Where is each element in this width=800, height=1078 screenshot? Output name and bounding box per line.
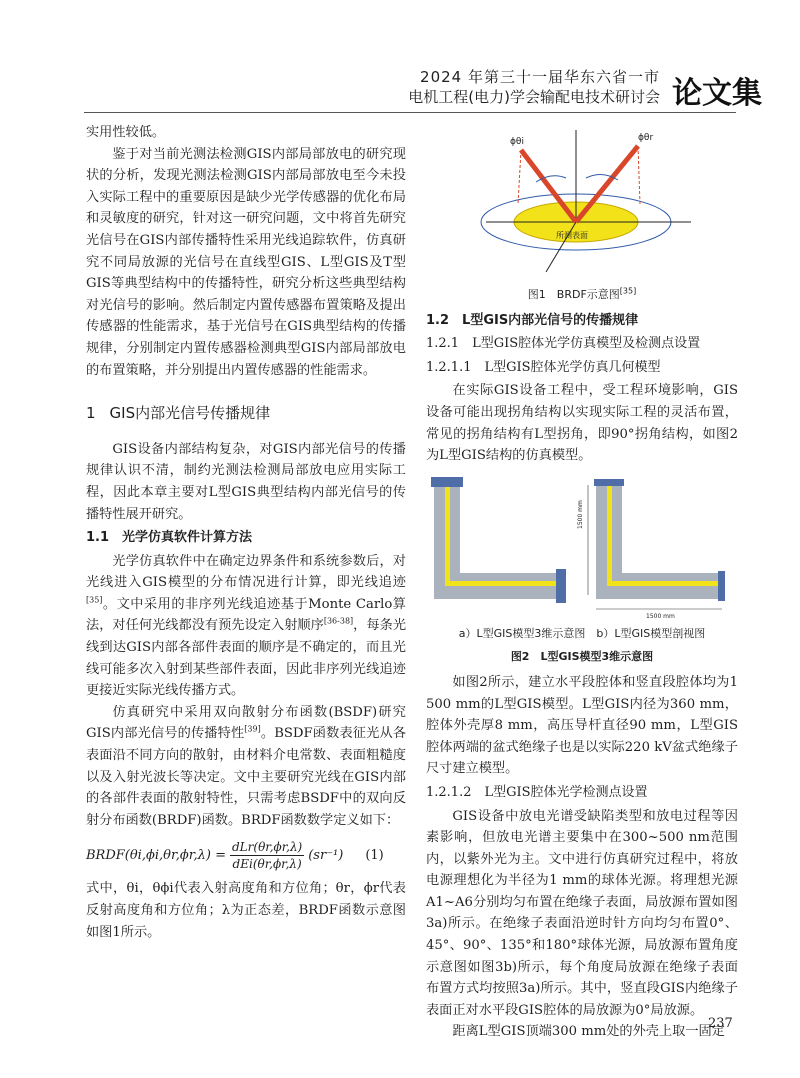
subsubsection-heading: 1.2.1.1 L型GIS腔体光学仿真几何模型 xyxy=(426,359,661,375)
incident-label: ϕθi xyxy=(510,137,524,147)
text-run: 。文中采用的非序列光线追迹基于Monte Carlo算法，对任何光线都没有预先设定入射顺序 xyxy=(86,596,406,634)
text-run: ，每条光线到达GIS内部各部件表面的顺序是不确定的，而且光线可能多次入射到某些部件表面，因此非序列光线追迹更接近实际光线传播方式。 xyxy=(86,618,407,699)
equation-unit: (sr⁻¹) xyxy=(308,848,344,864)
equation-lhs: BRDF(θi,ϕi,θr,ϕr,λ) = xyxy=(86,848,226,864)
paragraph: 实用性较低。 xyxy=(86,125,166,140)
subcaption-a: a）L型GIS模型3维示意图 xyxy=(458,626,586,640)
subcaption-b: b）L型GIS模型剖视图 xyxy=(596,626,706,640)
top-insulator xyxy=(431,477,463,487)
paragraph: 距离L型GIS顶端300 mm处的外壳上取一固定 xyxy=(452,1024,725,1040)
citation: [36-38] xyxy=(323,617,354,627)
text-run: 。BSDF函数表征光从各表面沿不同方向的散射，由材料介电常数、表面粗糙度以及入射光波长等决定。文中主要研究光线在GIS内部的各部件表面的散射特性，只需考虑BSDF中的双向反射分布函数(BRDF)函数。BRDF函数数学定义如下： xyxy=(86,726,407,828)
subsubsection-heading: 1.2.1.2 L型GIS腔体光学检测点设置 xyxy=(426,784,648,800)
equation-fraction xyxy=(230,839,304,872)
right-insulator xyxy=(556,569,566,603)
figure-1-caption xyxy=(426,284,738,306)
section-number: 1 xyxy=(86,404,96,423)
reflect-projection xyxy=(638,146,640,204)
incident-projection xyxy=(518,150,521,204)
section-top-insulator xyxy=(594,479,624,486)
subsubsection-heading: 1.2.1 L型GIS腔体光学仿真模型及检测点设置 xyxy=(426,336,701,352)
section-vertical-conductor xyxy=(607,485,612,585)
section-horizontal-conductor xyxy=(607,581,719,586)
section-heading xyxy=(86,403,406,425)
equation-denominator: dEi(θr,ϕr,λ) xyxy=(232,857,302,872)
figure-2-l-gis-model xyxy=(426,473,738,621)
paragraph xyxy=(86,551,406,702)
paragraph: 如图2所示，建立水平段腔体和竖直段腔体均为1 500 mm的L型GIS模型。L型GIS内径为360 mm，腔体外壳厚8 mm，高压导杆直径90 mm，L型GIS腔体两端的盆式绝缘子也是以实际220 kV盆式绝缘子尺寸建立模型。 xyxy=(426,674,738,777)
right-column xyxy=(426,122,738,1043)
citation: [35] xyxy=(86,595,103,605)
paragraph: GIS设备内部结构复杂，对GIS内部光信号的传播规律认识不清，制约光测法检测局部放电应用实际工程，因此本章主要对L型GIS典型结构内部光信号的传播特性展开研究。 xyxy=(86,441,406,522)
citation: [39] xyxy=(244,725,261,735)
subsection-heading: 1.1 光学仿真软件计算方法 xyxy=(86,530,253,546)
equation-numerator: dLr(θr,ϕr,λ) xyxy=(232,840,303,855)
paragraph: 在实际GIS设备工程中，受工程环境影响，GIS设备可能出现拐角结构以实现实际工程的灵活布置，常见的拐角结构有L型拐角，即90°拐角结构，如图2为L型GIS结构的仿真模型。 xyxy=(426,383,738,464)
page-header xyxy=(0,0,800,110)
text-run: 光学仿真软件中在确定边界条件和系统参数后，对光线进入GIS模型的分布情况进行计算，即光线追迹 xyxy=(86,553,406,591)
paragraph: 鉴于对当前光测法检测GIS内部局部放电的研究现状的分析，发现光测法检测GIS内部局部放电至今未投入实际工程中的重要原因是缺少光学传感器的优化布局和灵敏度的研究，针对这一研究问题，文中将首先研究光信号在GIS内部传播特性采用光线追踪软件，仿真研究不同局放源的光信号在直线型GIS、L型GIS及T型GIS等典型结构中的传播特性，研究分析这些典型结构对光信号的影响。然后制定内置传感器布置策略及提出传感器的性能需求，基于光信号在GIS典型结构的传播规律，分别制定内置传感器检测典型GIS内部局部放电的布置策略，并分别提出内置传感器的性能需求。 xyxy=(86,146,406,378)
page-number: 237 xyxy=(708,1016,733,1031)
brdf-diagram-graphic xyxy=(426,122,738,282)
surface-label: 所测表面 xyxy=(556,231,588,240)
paragraph xyxy=(86,702,406,832)
left-column xyxy=(86,122,406,943)
header-proceedings-title: 论文集 xyxy=(672,76,762,111)
section-title: GIS内部光信号传播规律 xyxy=(109,404,271,423)
citation: [35] xyxy=(619,286,637,296)
l-gis-3d-model xyxy=(426,473,738,621)
horizontal-conductor xyxy=(445,581,557,586)
header-conference-line2: 电机工程(电力)学会输配电技术研讨会 xyxy=(408,88,660,106)
equation-number: (1) xyxy=(365,848,384,864)
caption-text: 图1 BRDF示意图 xyxy=(527,288,620,301)
section-right-insulator xyxy=(718,571,725,601)
horizontal-dimension-label: 1500 mm xyxy=(646,612,675,620)
paragraph: 式中，θi，θϕi代表入射高度角和方位角；θr，ϕr代表反射高度角和方位角；λ为正态差，BRDF函数示意图如图1所示。 xyxy=(86,881,406,940)
vertical-dimension-label: 1500 mm xyxy=(577,499,584,529)
vertical-conductor xyxy=(445,485,450,585)
figure-1-brdf-diagram xyxy=(426,122,738,282)
equation-1 xyxy=(86,839,406,872)
figure-2-subcaptions xyxy=(426,623,738,645)
figure-2-caption: 图2 L型GIS模型3维示意图 xyxy=(510,650,654,664)
text-run: 仿真研究中采用双向散射分布函数(BSDF)研究GIS内部光信号的传播特性 xyxy=(86,704,406,742)
subsection-heading: 1.2 L型GIS内部光信号的传播规律 xyxy=(426,312,639,328)
header-divider xyxy=(84,112,736,113)
reflect-label: ϕθr xyxy=(638,133,654,143)
header-conference-line1: 2024 年第三十一届华东六省一市 xyxy=(420,68,660,86)
paragraph: GIS设备中放电光谱受缺陷类型和放电过程等因素影响，但放电光谱主要集中在300~500 nm范围内，以紫外光为主。文中进行仿真研究过程中，将放电源理想化为半径为1 mm的球体光源。将理想光源A1~A6分别均匀布置在绝缘子表面，局放源布置如图3a)所示。在绝缘子表面沿逆时针方向均匀布置0°、45°、90°、135°和180°球体光源，局放源布置角度示意图如图3b)所示，每个角度局放源在绝缘子表面布置方式均按照3a)所示。其中，竖直段GIS内绝缘子表面正对水平段GIS腔体的局放源为0°局放源。 xyxy=(426,808,738,1018)
